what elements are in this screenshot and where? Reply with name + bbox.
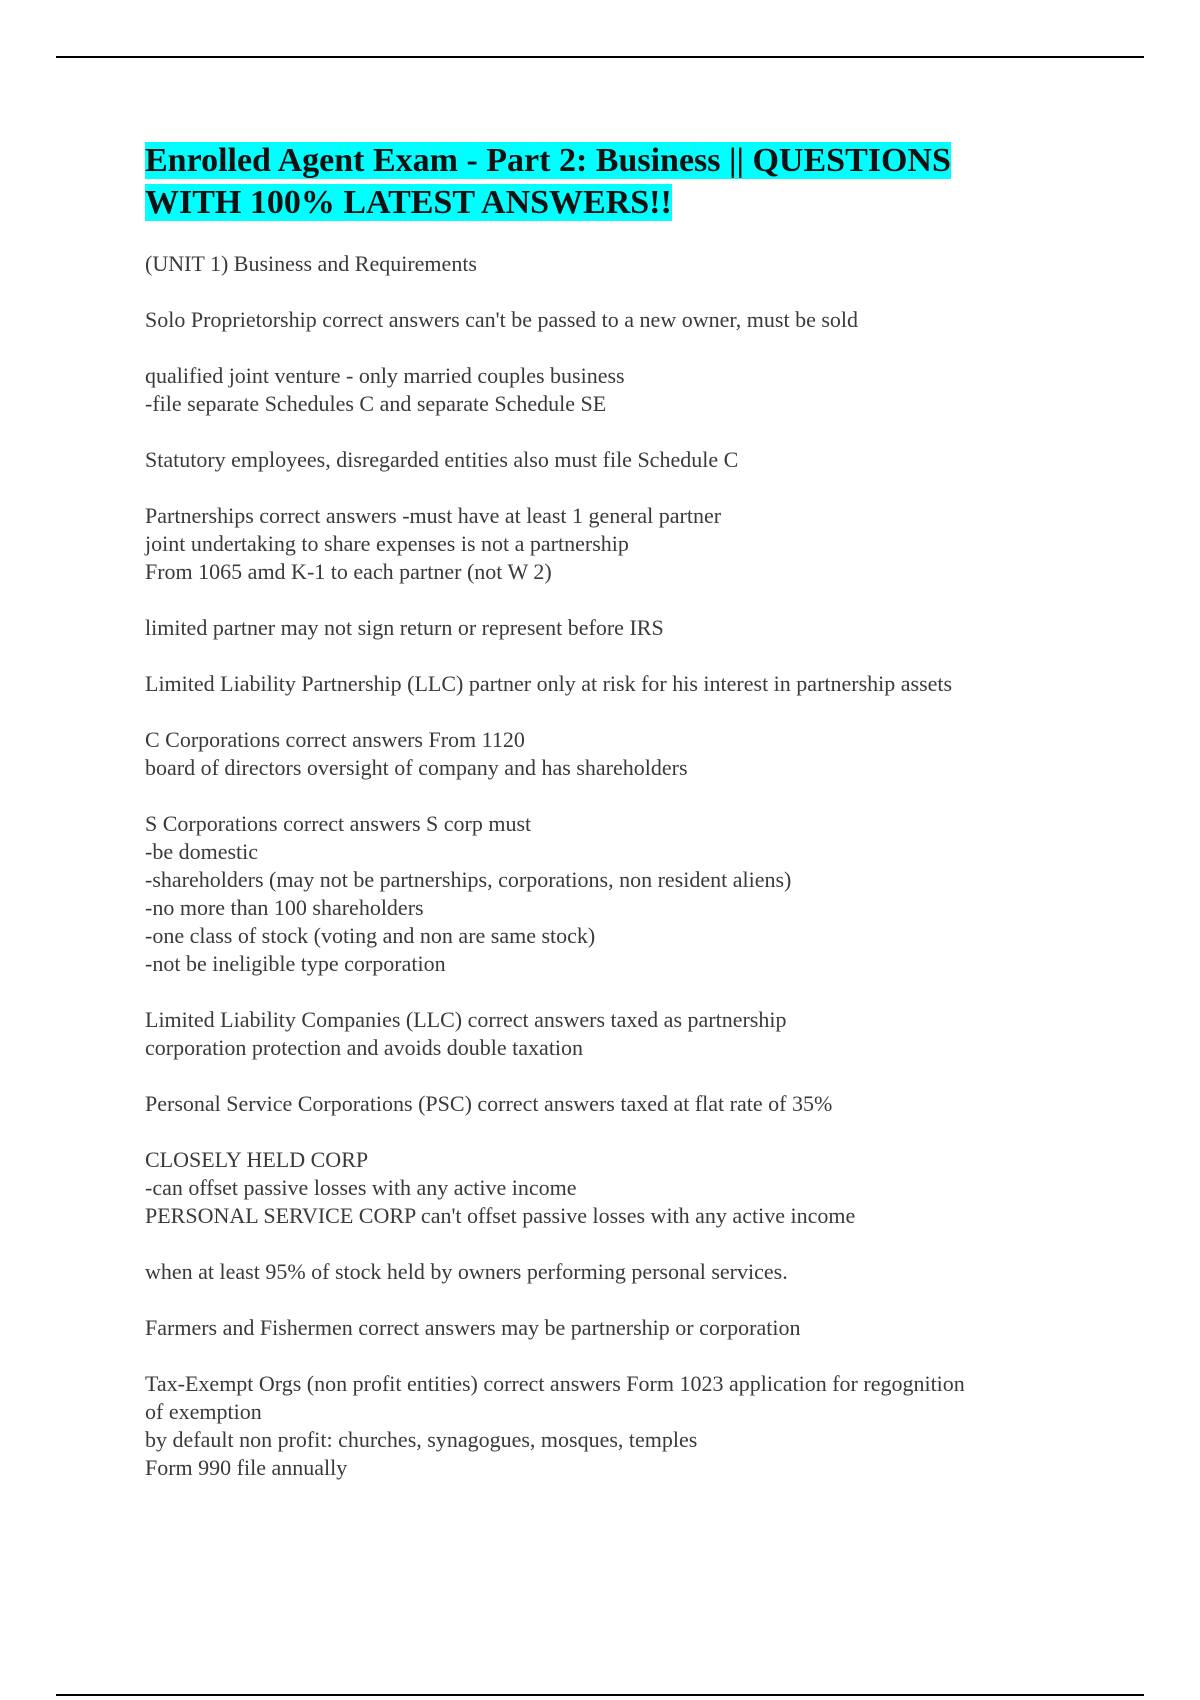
paragraph-line: Personal Service Corporations (PSC) correct answers taxed at flat rate of 35% (145, 1091, 833, 1116)
paragraph-line: Statutory employees, disregarded entities also must file Schedule C (145, 447, 739, 472)
paragraph-line: From 1065 amd K-1 to each partner (not W 2) (145, 559, 552, 584)
paragraph-line: -shareholders (may not be partnerships, corporations, non resident aliens) (145, 867, 792, 892)
paragraph-partnerships (145, 502, 1075, 586)
document-title (145, 140, 1075, 224)
paragraph-llc (145, 1006, 1075, 1062)
page-top-rule (56, 56, 1144, 58)
paragraph-line: of exemption (145, 1399, 262, 1424)
paragraph-c-corporations (145, 726, 1075, 782)
paragraph-farmers-fishermen (145, 1314, 1075, 1342)
paragraph-statutory-employees (145, 446, 1075, 474)
paragraph-line: Farmers and Fishermen correct answers may be partnership or corporation (145, 1315, 801, 1340)
paragraph-line: (UNIT 1) Business and Requirements (145, 251, 477, 276)
paragraph-llp (145, 670, 1075, 698)
paragraph-line: -not be ineligible type corporation (145, 951, 446, 976)
paragraph-line: -no more than 100 shareholders (145, 895, 424, 920)
paragraph-line: Tax-Exempt Orgs (non profit entities) correct answers Form 1023 application for regognition (145, 1371, 965, 1396)
paragraph-tax-exempt-orgs (145, 1370, 1075, 1482)
paragraph-limited-partner (145, 614, 1075, 642)
document-body (145, 140, 1075, 1510)
paragraph-line: when at least 95% of stock held by owners performing personal services. (145, 1259, 788, 1284)
paragraph-line: joint undertaking to share expenses is not a partnership (145, 531, 629, 556)
paragraph-line: -be domestic (145, 839, 259, 864)
paragraph-line: C Corporations correct answers From 1120 (145, 727, 525, 752)
paragraph-line: limited partner may not sign return or represent before IRS (145, 615, 664, 640)
paragraph-line: -file separate Schedules C and separate Schedule SE (145, 391, 607, 416)
paragraph-line: Form 990 file annually (145, 1455, 348, 1480)
paragraph-qualified-joint-venture (145, 362, 1075, 418)
paragraph-line: CLOSELY HELD CORP (145, 1147, 369, 1172)
paragraph-line: by default non profit: churches, synagogues, mosques, temples (145, 1427, 698, 1452)
paragraph-line: Solo Proprietorship correct answers can't be passed to a new owner, must be sold (145, 307, 859, 332)
paragraph-personal-services (145, 1258, 1075, 1286)
paragraph-line: board of directors oversight of company and has shareholders (145, 755, 688, 780)
paragraph-line: Limited Liability Partnership (LLC) partner only at risk for his interest in partnership assets (145, 671, 953, 696)
paragraph-line: Partnerships correct answers -must have at least 1 general partner (145, 503, 722, 528)
page-bottom-rule (56, 1694, 1144, 1696)
paragraph-unit-heading (145, 250, 1075, 278)
paragraph-line: PERSONAL SERVICE CORP can't offset passive losses with any active income (145, 1203, 856, 1228)
paragraph-line: S Corporations correct answers S corp must (145, 811, 532, 836)
paragraph-line: -one class of stock (voting and non are same stock) (145, 923, 596, 948)
paragraph-line: -can offset passive losses with any active income (145, 1175, 577, 1200)
paragraph-closely-held-corp (145, 1146, 1075, 1230)
paragraph-line: qualified joint venture - only married couples business (145, 363, 625, 388)
paragraph-line: Limited Liability Companies (LLC) correct answers taxed as partnership (145, 1007, 787, 1032)
paragraph-line: corporation protection and avoids double taxation (145, 1035, 584, 1060)
paragraph-s-corporations (145, 810, 1075, 978)
paragraph-sole-proprietorship (145, 306, 1075, 334)
title-line-1: Enrolled Agent Exam - Part 2: Business || QUESTIONS (145, 142, 951, 179)
title-line-2: WITH 100% LATEST ANSWERS!! (145, 184, 672, 221)
paragraph-psc (145, 1090, 1075, 1118)
